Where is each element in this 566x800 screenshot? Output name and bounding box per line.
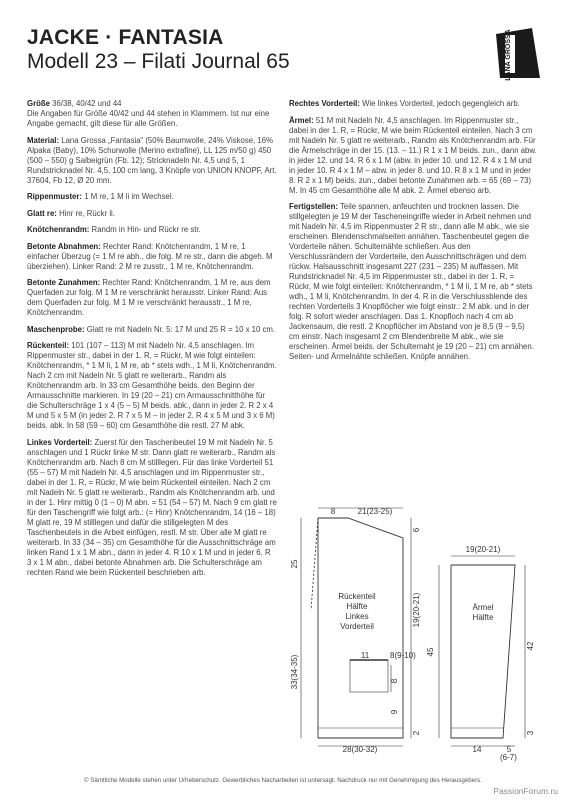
- paragraph-heading: Betonte Zunahmen:: [27, 278, 101, 287]
- paragraph-heading: Rückenteil:: [27, 341, 70, 350]
- paragraph-text: Zuerst für den Taschenbeutel 19 M mit Nadeln Nr. 5 anschlagen und 1 Rückr linke M str. Dann glatt re weiterarb., Randm als Knötchenrandm arb. Nach 8 cm M stilllegen. Für das linke Vorderteil 51 (55 – 57) M mit Nadeln Nr. 4,5 anschlagen und im Rippenmuster str., dabei in der 1. R, = Rückr, M wie beim Rückenteil einteilen. Nach 2 cm mit Nadeln Nr. 5 glatt re weiterarb., Randm als Knötchenrandm arb. und in der 1. Hinr mittig 0 (1 – 0) M abn. = 51 (54 – 57) M. Nach 9 cm glatt re für den Taschengriff wie folgt arb.: (= Hinr) Knötchenrandm, 14 (16 – 18) M glatt re, 19 M stilllegen und dafür die stillgelegten M des Taschenbeutels in die Arbeit einfügen, restl. M str. Über alle M glatt re weiterarb. In 33 (34 – 35) cm Gesamthöhe für die Ausschnittschräge am linken Rand 1 x 1 M abn., dann in jeder 4. R 10 x 1 M und in jeder 6. R 3 x 1 M abn., dabei betonte Abnahmen arb. Die Schulterschräge am rechten Rand wie beim Rückenteil beschrieben arb.: [27, 437, 277, 577]
- left-paragraph: [27, 136, 277, 186]
- paragraph-heading: Linkes Vorderteil:: [27, 437, 93, 447]
- dim-top-21: 21(23-25): [357, 507, 393, 516]
- sleeve-dim-3: 3: [526, 730, 535, 736]
- paragraph-heading: Knötchenrandm:: [27, 225, 90, 234]
- pocket-8: 8: [390, 678, 399, 684]
- dim-2-right: 2: [412, 730, 421, 736]
- dim-33: 33(34-35): [290, 654, 299, 690]
- pocket-11: 11: [360, 651, 370, 660]
- right-paragraph: [289, 202, 537, 362]
- sleeve-label-1: Ärmel: [472, 603, 494, 612]
- pocket-8-9-10: 8(9-10): [390, 651, 416, 660]
- copyright-footer: © Sämtliche Modelle stehen unter Urheberschutz. Gewerbliches Nacharbeiten ist untersagt. Nachdruck nur mit Genehmigung des Herausgebers.: [83, 777, 482, 784]
- paragraph-heading: Fertigstellen:: [289, 202, 338, 211]
- left-paragraph: [27, 99, 277, 129]
- sleeve-dim-42: 42: [526, 641, 535, 651]
- dim-top-8: 8: [330, 507, 336, 516]
- right-paragraph: [289, 116, 537, 196]
- paragraph-text: Lana Grossa „Fantasia“ (50% Baumwolle, 24% Viskose, 16% Alpaka (Baby), 10% Schurwolle (Merino extrafine), LL 125 m/50 g) 450 (500 – 550) g Salbeigrün (Fb. 12); Stricknadeln Nr. 4,5 und 5, 1 Rundstricknadel Nr. 4,5, 100 cm lang, 3 Knöpfe von UNION KNOPF, Art. 37604, Fb 12, Ø 20 mm.: [27, 135, 277, 185]
- sleeve-dim-5: 5: [506, 745, 512, 754]
- paragraph-text: 51 M mit Nadeln Nr. 4,5 anschlagen. Im Rippenmuster str., dabei in der 1. R, = Rückr, M wie beim Rückenteil einteilen. Nach 3 cm mit Nadeln Nr. 5 glatt re weiterarb., Randm als Knötchenrandm arb. Für die Ärmelschräge in der 15. (13. – 11.) R 1 x 1 M beids. zun., dann abw. in jeder 12. und 14. R 6 x 1 M (abw. in jeder 10. und 12. R 4 x 1 M und in jeder 10. R 4 x 1 M – abw. in jeder 8. und 10. R 8 x 1 M und in jeder 8. R 2 x 1 M) beids. zun., dabei betonte Zunahmen arb. = 65 (69 – 73) M. In 45 cm Gesamthöhe alle M abk. 2. Ärmel ebenso arb.: [289, 115, 537, 195]
- page-subtitle: Modell 23 – Filati Journal 65: [27, 50, 290, 73]
- left-paragraph: [27, 209, 277, 219]
- sleeve-dim-14: 14: [472, 745, 482, 754]
- body-label-2: Hälfte: [346, 602, 368, 611]
- sleeve-dim-6-7: (6-7): [500, 753, 517, 762]
- sleeve-label-2: Hälfte: [472, 613, 494, 622]
- page-title: JACKE · FANTASIA: [27, 26, 224, 49]
- paragraph-text: Hinr re, Rückr li.: [56, 208, 115, 218]
- paragraph-text: 1 M re, 1 M li im Wechsel.: [82, 192, 174, 201]
- paragraph-text: Rechter Rand: Knötchenrandm, 1 M re, aus dem Querfaden zur folg. M 1 M re verschränkt herausstr. Linker Rand: Aus dem Querfaden zur folg. M 1 M re verschränkt herausstr., 1 M re, Knötchenrandm.: [27, 278, 271, 317]
- lana-grossa-logo: [496, 28, 540, 81]
- right-column: [289, 99, 537, 369]
- paragraph-heading: Betonte Abnahmen:: [27, 241, 101, 251]
- sleeve-dim-top: 19(20-21): [465, 545, 501, 554]
- paragraph-heading: Rippenmuster:: [27, 192, 83, 201]
- paragraph-heading: Ärmel:: [289, 115, 314, 125]
- dim-6: 6: [412, 527, 421, 533]
- paragraph-heading: Glatt re:: [27, 208, 57, 218]
- paragraph-text: Randm in Hin- und Rückr re str.: [89, 225, 201, 234]
- paragraph-heading: Größe: [27, 99, 50, 108]
- paragraph-text: Wie linkes Vorderteil, jedoch gegengleich arb.: [359, 99, 520, 108]
- schematic-diagram: [290, 500, 543, 754]
- paragraph-text: Teile spannen, anfeuchten und trocknen lassen. Die stillgelegten je 19 M der Tascheneingriffe wieder in Arbeit nehmen und mit Nadeln Nr. 4,5 im Rippenmuster 2 R str., dann alle M abk., wie sie erscheinen. Blendenschmalseiten annähen. Taschenbeutel gegen die Vorderteile nähen. Schulternähte schließen. Aus den Verschlussrändern der Vorderteile, den Ausschnittschrägen und dem rückw. Halsausschnitt insgesamt 227 (231 – 235) M auffassen. Mit Rundstricknadel Nr. 4,5 im Rippenmuster str., dabei in der 1. R, = Rückr, M wie folgt einteilen: Knötchenrandm, * 1 M li, 1 M re, ab * stets wdh., 1 M li, Knötchenrandm. In der 4. R in die Verschlussblende des rechten Vorderteils 3 Knopflöcher wie folgt einstr.: 2 M abk. und in der folg. R sofort wieder anschlagen. Das 1. Knopfloch nach 4 cm ab Jackensaum, die restl. 2 Knopflöcher im Abstand von je 8,5 (9 – 9,5) cm einstr. Nach insgesamt 2 cm Blendenbreite M abk., wie sie erscheinen. Ärmel beids. der Schulternaht je 19 (20 – 21) cm annähen. Seiten- und Ärmelnähte schließen. Knöpfe annähen.: [289, 202, 534, 361]
- body-label-1: Rückenteil: [338, 592, 376, 601]
- body-label-4: Vorderteil: [340, 622, 374, 631]
- logo-text: LANA GROSSA: [505, 29, 512, 81]
- paragraph-text: Glatt re mit Nadeln Nr. 5: 17 M und 25 R = 10 x 10 cm.: [84, 324, 276, 334]
- paragraph-text: 101 (107 – 113) M mit Nadeln Nr. 4,5 anschlagen. Im Rippenmuster str., dabei in der 1. R, = Rückr, M wie folgt einteilen: Knötchenrandm, * 1 M li, 1 M re, ab * stets wdh., 1 M li, Knötchenrandm. Nach 2 cm mit Nadeln Nr. 5 glatt re weiterarb., Randm als Knötchenrandm arb. In 33 cm Gesamthöhe beids. den Beginn der Armausschnitte markieren. In 19 (20 – 21) cm Armausschnitthöhe für die Schulterschräge 1 x 4 (5 – 5) M beids. abk., dann in jeder 2. R 2 x 4 M und 5 x 5 M (in jeder 2. R 7 x 5 M – in jeder 2. R 4 x 5 M und 3 x 6 M) beids. abk. In 58 (59 – 60) cm Gesamthöhe die restl. 27 M abk.: [27, 341, 277, 430]
- left-column: [27, 99, 277, 584]
- dim-25: 25: [290, 559, 299, 569]
- left-paragraph: [27, 325, 277, 335]
- paragraph-text: 36/38, 40/42 und 44 Die Angaben für Größe 40/42 und 44 stehen in Klammern. Ist nur eine Angabe gemacht, gilt diese für alle Größen.: [27, 99, 270, 128]
- body-piece-label: [338, 592, 376, 631]
- paragraph-heading: Material:: [27, 135, 60, 145]
- paragraph-heading: Maschenprobe:: [27, 324, 85, 334]
- paragraph-text: Rechter Rand: Knötchenrandm, 1 M re, 1 einfacher Überzug (= 1 M re abh., die folg. M re str., dann die abgeh. M überziehen). Linker Rand: 2 M re zusstr., 1 M re, Knötchenrandm.: [27, 241, 273, 271]
- left-paragraph: [27, 242, 277, 272]
- left-paragraph: [27, 278, 277, 318]
- dim-bottom-28: 28(30-32): [342, 745, 378, 754]
- watermark: PassionForum.ru: [493, 786, 558, 796]
- right-paragraph: [289, 99, 537, 109]
- left-paragraph: [27, 192, 277, 202]
- left-paragraph: [27, 225, 277, 235]
- dim-19: 19(20-21): [412, 592, 421, 628]
- body-label-3: Linkes: [345, 612, 369, 621]
- paragraph-heading: Rechtes Vorderteil:: [289, 99, 360, 108]
- sleeve-dim-45: 45: [426, 647, 435, 657]
- left-paragraph: [27, 438, 277, 578]
- sleeve-piece-outline: [451, 565, 515, 738]
- sleeve-piece-label: [473, 603, 494, 622]
- pocket-9: 9: [390, 709, 399, 715]
- left-paragraph: [27, 341, 277, 431]
